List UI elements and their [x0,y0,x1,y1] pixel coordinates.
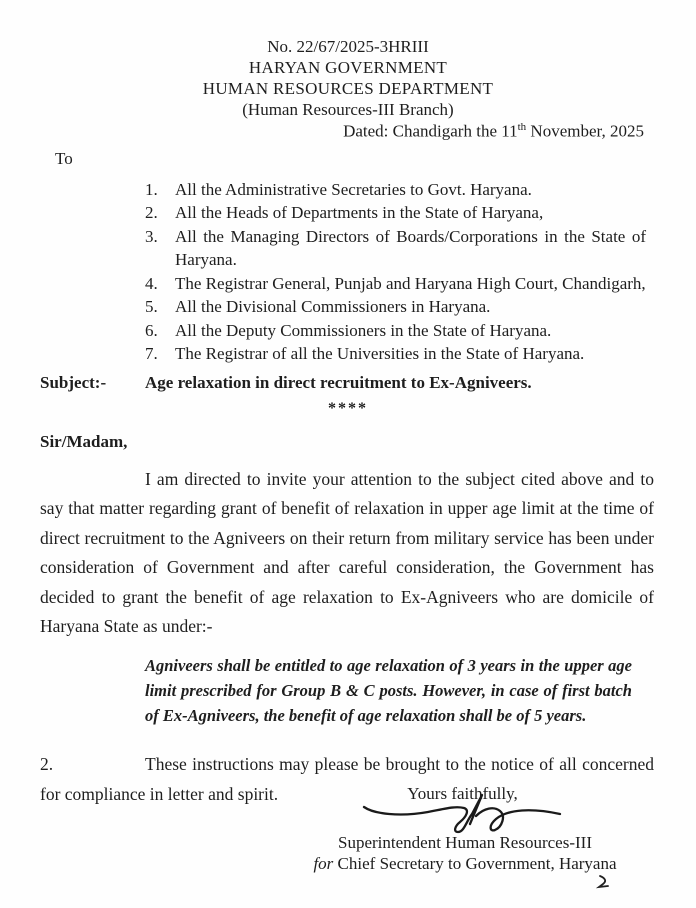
recipient-item [145,178,646,202]
star-separator: **** [328,399,368,417]
signer-title: Superintendent Human Resources-III [338,833,592,852]
body-paragraph-2: These instructions may please be brought to the notice of all concerned for compliance in letter and spirit. [40,753,654,804]
recipient-text: All the Administrative Secretaries to Govt. Haryana. [175,179,532,199]
subject-text: Age relaxation in direct recruitment to Ex-Agniveers. [145,372,532,392]
reference-number: No. 22/67/2025-3HRIII [267,37,429,56]
recipient-number: 3. [145,226,158,246]
recipient-text: All the Managing Directors of Boards/Corporations in the State of Haryana. [175,226,646,270]
recipient-item [145,201,646,225]
signer-for-line [260,853,670,874]
stray-pen-mark [596,874,614,892]
paragraph-number: 2. [40,753,54,774]
department-name: HUMAN RESOURCES DEPARTMENT [202,79,494,98]
recipient-text: All the Deputy Commissioners in the State of Haryana. [175,320,552,340]
signer-for-rest: Chief Secretary to Government, Haryana [333,854,617,873]
recipient-item [145,319,646,343]
date-suffix: November, 2025 [526,121,644,141]
recipient-item [145,272,646,296]
subject-label: Subject:- [40,372,107,392]
date-prefix: Dated: Chandigarh the 11 [343,121,518,141]
recipient-number: 6. [145,320,158,340]
to-label: To [55,148,73,168]
recipient-text: All the Heads of Departments in the State of Haryana, [175,203,544,223]
recipient-text: All the Divisional Commissioners in Haryana. [175,297,491,317]
letter-header [0,0,696,120]
recipient-item [145,295,646,319]
salutation: Sir/Madam, [40,431,128,451]
closing-phrase: Yours faithfully, [407,784,518,803]
subject-line [40,373,646,393]
recipient-text: The Registrar of all the Universities in the State of Haryana. [175,344,585,364]
relaxation-quote-block: Agniveers shall be entitled to age relaxation of 3 years in the upper age limit prescribed for Group B & C posts. However, in case of first batch of Ex-Agniveers, the benefit of age relaxation shall be of 5 years. [145,655,632,725]
recipient-item [145,225,646,272]
recipient-number: 5. [145,297,158,317]
date-ordinal-superscript: th [517,121,527,133]
closing-block [260,784,670,874]
recipient-number: 1. [145,179,158,199]
recipient-item [145,342,646,366]
body-paragraph-1: I am directed to invite your attention to the subject cited above and to say that matter regarding grant of benefit of relaxation in upper age limit at the time of direct recruitment to the Agniveers on their return from military service has been under consideration of Government and after careful consideration, the Government has decided to grant the benefit of age relaxation to Ex-Agniveers who are domicile of Haryana State as under:- [40,468,654,637]
date-line [0,121,696,142]
branch-name: (Human Resources-III Branch) [242,100,454,119]
for-word: for [313,854,334,873]
recipient-number: 2. [145,203,158,223]
recipient-text: The Registrar General, Punjab and Haryana High Court, Chandigarh, [175,273,646,293]
government-name: HARYAN GOVERNMENT [248,58,448,77]
recipient-number: 7. [145,344,158,364]
recipient-list [145,178,646,366]
recipient-number: 4. [145,273,158,293]
